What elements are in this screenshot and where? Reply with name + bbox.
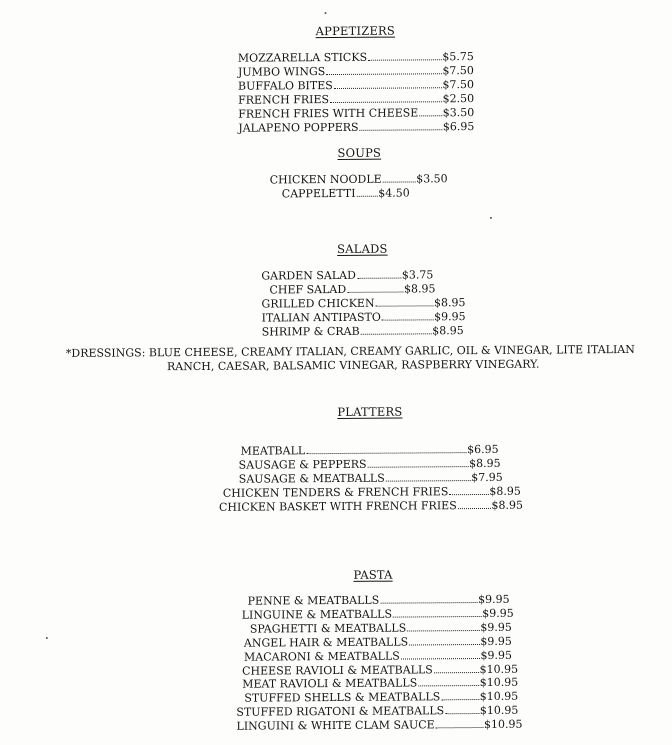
dressings-line-2: RANCH, CAESAR, BALSAMIC VINEGAR, RASPBERRY VINEGARY. [166, 357, 540, 374]
dot-leader [458, 508, 491, 509]
dot-leader [361, 333, 432, 334]
item-name: BUFFALO BITES [237, 78, 333, 93]
platters-list [219, 443, 523, 515]
scan-speck [46, 637, 48, 639]
item-price: $3.75 [401, 268, 434, 282]
item-price: $9.95 [480, 648, 513, 662]
dot-leader [434, 672, 479, 673]
item-name: PENNE & MEATBALLS [247, 593, 380, 608]
dot-leader [334, 87, 442, 89]
dot-leader [401, 658, 480, 660]
dot-leader [326, 73, 441, 75]
dot-leader [449, 494, 488, 495]
dot-leader [357, 196, 378, 197]
salads-list [261, 268, 467, 339]
dot-leader [382, 319, 433, 320]
item-name: ITALIAN ANTIPASTO [261, 310, 381, 325]
item-name: SHRIMP & CRAB [261, 324, 360, 339]
pasta-title: PASTA [353, 567, 393, 582]
item-name: GARDEN SALAD [261, 268, 356, 283]
item-price: $9.95 [480, 634, 512, 648]
dot-leader [383, 181, 416, 182]
item-name: STUFFED RIGATONI & MEATBALLS [236, 704, 445, 719]
appetizers-list [238, 50, 475, 135]
item-name: CAPPELETTI [281, 186, 356, 201]
dot-leader [407, 630, 479, 632]
item-price: $7.95 [471, 470, 503, 484]
item-name: FRENCH FRIES [238, 92, 330, 107]
dot-leader [368, 466, 469, 468]
dot-leader [360, 129, 442, 131]
item-price: $10.95 [479, 690, 519, 704]
dot-leader [376, 305, 433, 306]
item-price: $9.95 [478, 592, 510, 607]
dot-leader [418, 685, 478, 686]
soups-list [270, 172, 448, 201]
dot-leader [347, 291, 403, 292]
item-price: $5.75 [442, 50, 474, 64]
item-name: CHEESE RAVIOLI & MEATBALLS [242, 662, 433, 678]
item-price: $9.95 [480, 620, 512, 634]
item-name: JUMBO WINGS [237, 64, 326, 79]
menu-item [261, 296, 465, 311]
item-price: $3.50 [416, 172, 448, 186]
item-name: MOZZARELLA STICKS [237, 50, 368, 65]
item-price: $9.95 [434, 309, 466, 324]
dot-leader [441, 699, 479, 700]
menu-item [261, 282, 435, 297]
scan-speck [325, 12, 327, 14]
menu-item [219, 498, 523, 514]
item-price: $8.95 [489, 484, 521, 498]
item-price: $4.50 [378, 186, 410, 200]
item-name: SAUSAGE & PEPPERS [238, 457, 367, 472]
item-price: $6.95 [467, 442, 499, 457]
item-name: CHICKEN BASKET WITH FRENCH FRIES [218, 498, 457, 514]
item-name: MEAT RAVIOLI & MEATBALLS [242, 676, 418, 692]
item-name: MACARONI & MEATBALLS [243, 649, 400, 664]
item-name: CHICKEN NOODLE [269, 172, 382, 187]
item-price: $7.50 [442, 77, 475, 92]
item-price: $10.95 [479, 703, 519, 718]
menu-item [262, 324, 464, 339]
item-price: $10.95 [479, 676, 519, 690]
item-price: $6.95 [442, 119, 475, 133]
menu-item [270, 172, 448, 187]
salads-title: SALADS [337, 241, 388, 256]
item-price: $10.95 [479, 662, 519, 676]
dot-leader [393, 616, 481, 618]
item-price: $8.95 [491, 498, 523, 512]
menu-item [262, 310, 466, 325]
dot-leader [357, 278, 401, 279]
item-name: LINGUINI & WHITE CLAM SAUCE [236, 718, 435, 733]
dot-leader [380, 602, 477, 604]
item-name: SPAGHETTI & MEATBALLS [249, 621, 407, 636]
item-name: ANGEL HAIR & MEATBALLS [243, 635, 409, 650]
item-price: $3.50 [442, 105, 475, 119]
menu-item [236, 718, 522, 734]
item-name: CHICKEN TENDERS & FRENCH FRIES [222, 484, 449, 500]
item-name: JALAPENO POPPERS [238, 120, 359, 135]
dot-leader [330, 101, 442, 103]
item-price: $8.95 [469, 456, 501, 470]
item-price: $10.95 [483, 717, 523, 732]
menu-item [238, 120, 474, 136]
item-price: $8.95 [432, 323, 464, 337]
dressings-line-1: *DRESSINGS: BLUE CHEESE, CREAMY ITALIAN, CREAMY GARLIC, OIL & VINEGAR, LITE ITALIAN [65, 342, 635, 360]
menu-item [261, 268, 433, 283]
platters-title: PLATTERS [337, 404, 403, 419]
dot-leader [386, 480, 471, 482]
dot-leader [436, 727, 483, 728]
item-name: FRENCH FRIES WITH CHEESE [238, 106, 419, 121]
item-name: MEATBALL [240, 444, 306, 458]
dot-leader [368, 59, 441, 61]
dot-leader [419, 115, 441, 116]
item-name: GRILLED CHICKEN [261, 296, 375, 311]
item-price: $8.95 [403, 282, 436, 296]
dot-leader [445, 713, 479, 714]
item-price: $2.50 [442, 91, 475, 105]
item-price: $7.50 [442, 63, 474, 78]
item-name: LINGUINE & MEATBALLS [241, 607, 393, 622]
pasta-list [236, 593, 523, 734]
scan-speck [490, 217, 492, 219]
menu-item [270, 186, 410, 201]
appetizers-title: APPETIZERS [315, 23, 395, 39]
item-price: $8.95 [433, 295, 466, 310]
item-name: SAUSAGE & MEATBALLS [238, 471, 385, 486]
item-name: CHEF SALAD [269, 282, 347, 297]
dot-leader [409, 644, 479, 645]
item-price: $9.95 [482, 606, 514, 620]
dot-leader [306, 452, 466, 454]
dressings-note [0, 342, 672, 374]
item-name: STUFFED SHELLS & MEATBALLS [244, 690, 441, 705]
soups-title: SOUPS [337, 145, 382, 160]
